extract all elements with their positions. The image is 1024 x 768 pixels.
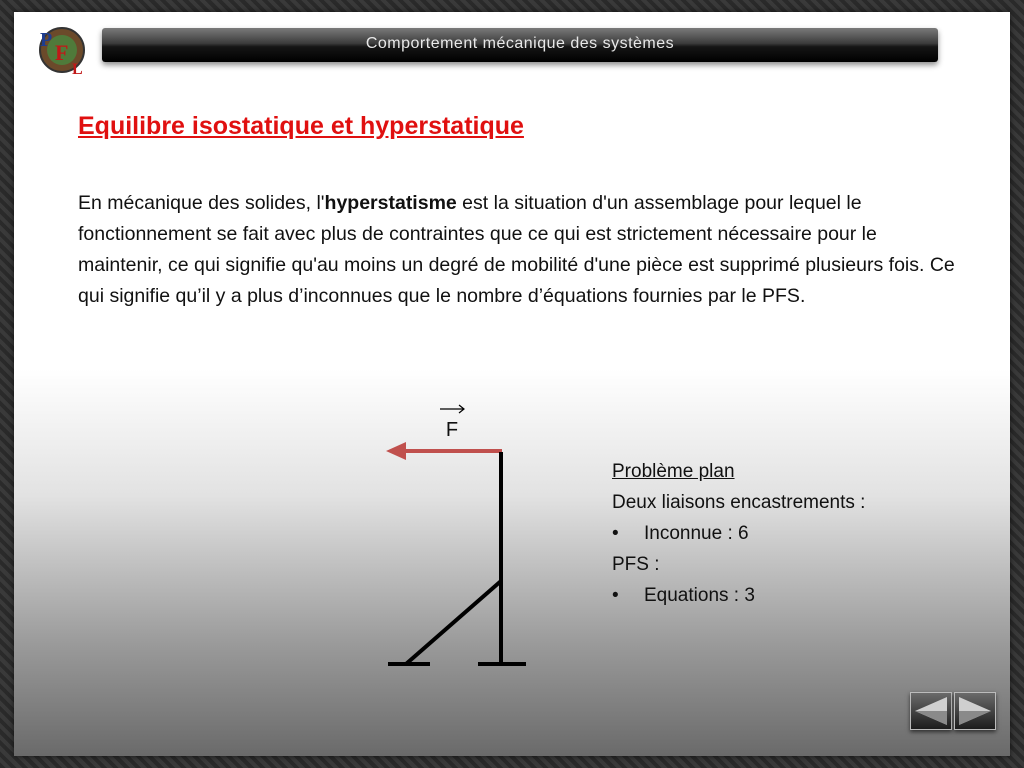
paragraph-keyword: hyperstatisme [324, 192, 457, 214]
diagonal-beam [406, 581, 501, 664]
title-bar [102, 28, 938, 62]
svg-text:P: P [40, 29, 53, 51]
unknowns-count: Inconnue : 6 [644, 523, 749, 544]
slide-heading: Equilibre isostatique et hyperstatique [78, 112, 524, 140]
constraints-line: Deux liaisons encastrements : [612, 492, 866, 513]
triangle-left-icon [911, 693, 951, 729]
equations-count: Equations : 3 [644, 585, 755, 606]
paragraph-end: est la situation d'un assemblage pour lequel le fonctionnement se fait avec plus de contraintes que ce qui est strictement nécessaire pour le maintenir, ce qui signifie qu'au moins un degré de mobilité d'une pièce est supprimé plusieurs fois. Ce qui signifie qu’il y a plus d’inconnues que le nombre d’équations fournies par le PFS. [78, 192, 955, 307]
definition-paragraph [78, 188, 958, 312]
svg-text:F: F [55, 40, 69, 65]
bullet-icon: • [612, 523, 619, 544]
vector-arrow-icon [440, 405, 464, 413]
pfl-logo [36, 24, 88, 76]
previous-slide-button[interactable] [910, 692, 952, 730]
paragraph-start: En mécanique des solides, l' [78, 192, 325, 214]
pfs-label: PFS : [612, 554, 660, 575]
next-slide-button[interactable] [954, 692, 996, 730]
slide [14, 12, 1010, 756]
list-item [612, 580, 972, 611]
force-label: F [445, 419, 459, 441]
svg-text:L: L [72, 61, 83, 76]
triangle-right-icon [955, 693, 995, 729]
bullet-icon: • [612, 585, 619, 606]
problem-title: Problème plan [612, 461, 735, 482]
force-arrow [386, 442, 502, 460]
hyperstatic-structure-diagram [364, 387, 544, 677]
list-item [612, 518, 972, 549]
presentation-title: Comportement mécanique des systèmes [365, 35, 675, 52]
problem-summary [612, 456, 972, 611]
